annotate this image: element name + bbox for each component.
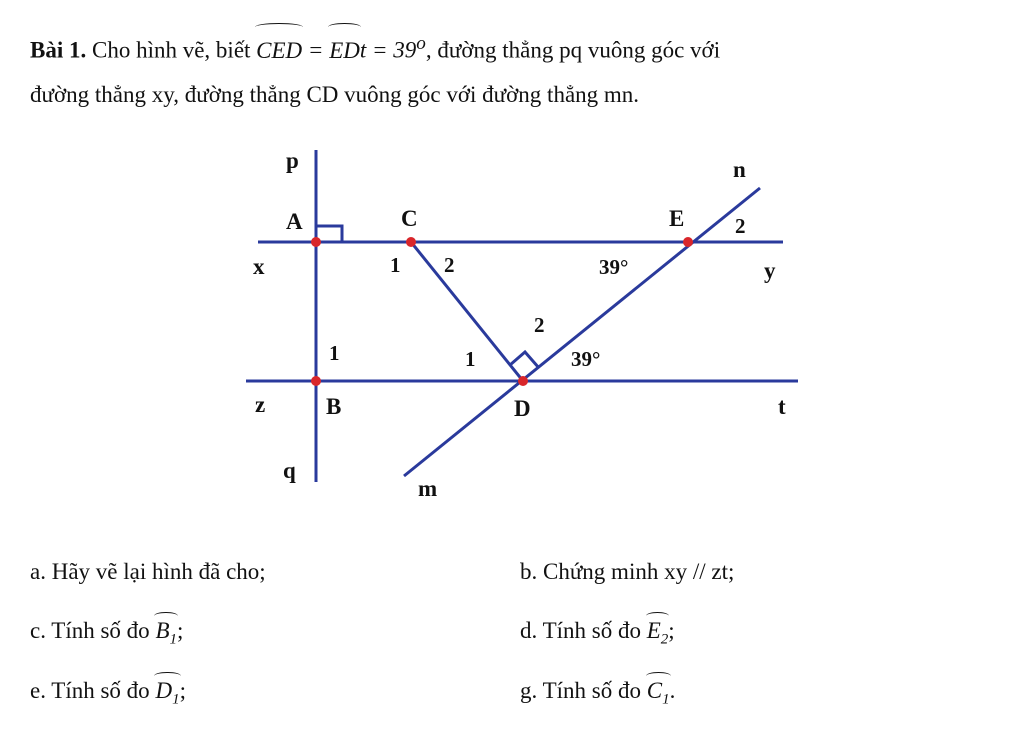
point-b (311, 376, 321, 386)
angle-mark-d1: 1 (465, 347, 476, 371)
angle-b1: $B_1$ (155, 618, 177, 648)
problem-text-1: Cho hình vẽ, biết (91, 37, 251, 63)
label-p: p (286, 148, 299, 173)
point-d (518, 376, 528, 386)
equals-2: = 39 (366, 37, 417, 63)
angle-mark-c1: 1 (390, 253, 401, 277)
label-y: y (764, 258, 776, 283)
point-a (311, 237, 321, 247)
angle-mark-e2: 2 (735, 214, 746, 238)
question-g (520, 678, 675, 709)
label-d: D (514, 396, 531, 421)
label-z: z (255, 392, 266, 417)
equals-1: = (302, 37, 330, 63)
question-d-prefix: d. Tính số đo (520, 618, 641, 643)
question-c (30, 618, 183, 649)
label-a: A (286, 209, 303, 234)
question-d (520, 618, 675, 649)
angle-d1: $D_1$ (155, 678, 180, 708)
angle-c1: $C_1$ (646, 678, 670, 708)
label-m: m (418, 476, 438, 501)
question-c-prefix: c. Tính số đo (30, 618, 150, 643)
question-e-prefix: e. Tính số đo (30, 678, 150, 703)
degree-mark: o (416, 33, 426, 54)
line-mn (404, 188, 760, 476)
angle-mark-b1: 1 (329, 341, 340, 365)
question-g-end: . (669, 678, 676, 703)
question-e (30, 678, 186, 709)
question-e-end: ; (179, 678, 186, 703)
label-q: q (283, 458, 296, 483)
angle-mark-c2: 2 (444, 253, 455, 277)
angle-edt-tail: t (359, 37, 367, 63)
problem-line-2: đường thẳng xy, đường thẳng CD vuông góc với đường thẳng mn. (30, 81, 640, 107)
label-c: C (401, 206, 418, 231)
angle-ced: CED (256, 29, 302, 73)
label-n: n (733, 157, 746, 182)
question-d-end: ; (668, 618, 675, 643)
label-e: E (669, 206, 685, 231)
problem-title: Bài 1. (30, 37, 87, 63)
label-b: B (326, 394, 342, 419)
point-c (406, 237, 416, 247)
question-a: a. Hãy vẽ lại hình đã cho; (30, 559, 266, 584)
point-e (683, 237, 693, 247)
label-t: t (778, 394, 786, 419)
angle-mark-e-39: 39° (599, 255, 629, 279)
angle-edt: ED (329, 29, 360, 73)
problem-text-2: , đường thẳng pq vuông góc với (425, 37, 721, 63)
right-angle-d (510, 352, 539, 368)
question-c-end: ; (177, 618, 184, 643)
angle-mark-d2: 2 (534, 313, 545, 337)
angle-e2: $E_2$ (646, 618, 669, 648)
question-b: b. Chứng minh xy // zt; (520, 559, 735, 584)
angle-mark-d-39: 39° (571, 347, 601, 371)
question-g-prefix: g. Tính số đo (520, 678, 641, 703)
label-x: x (253, 254, 265, 279)
